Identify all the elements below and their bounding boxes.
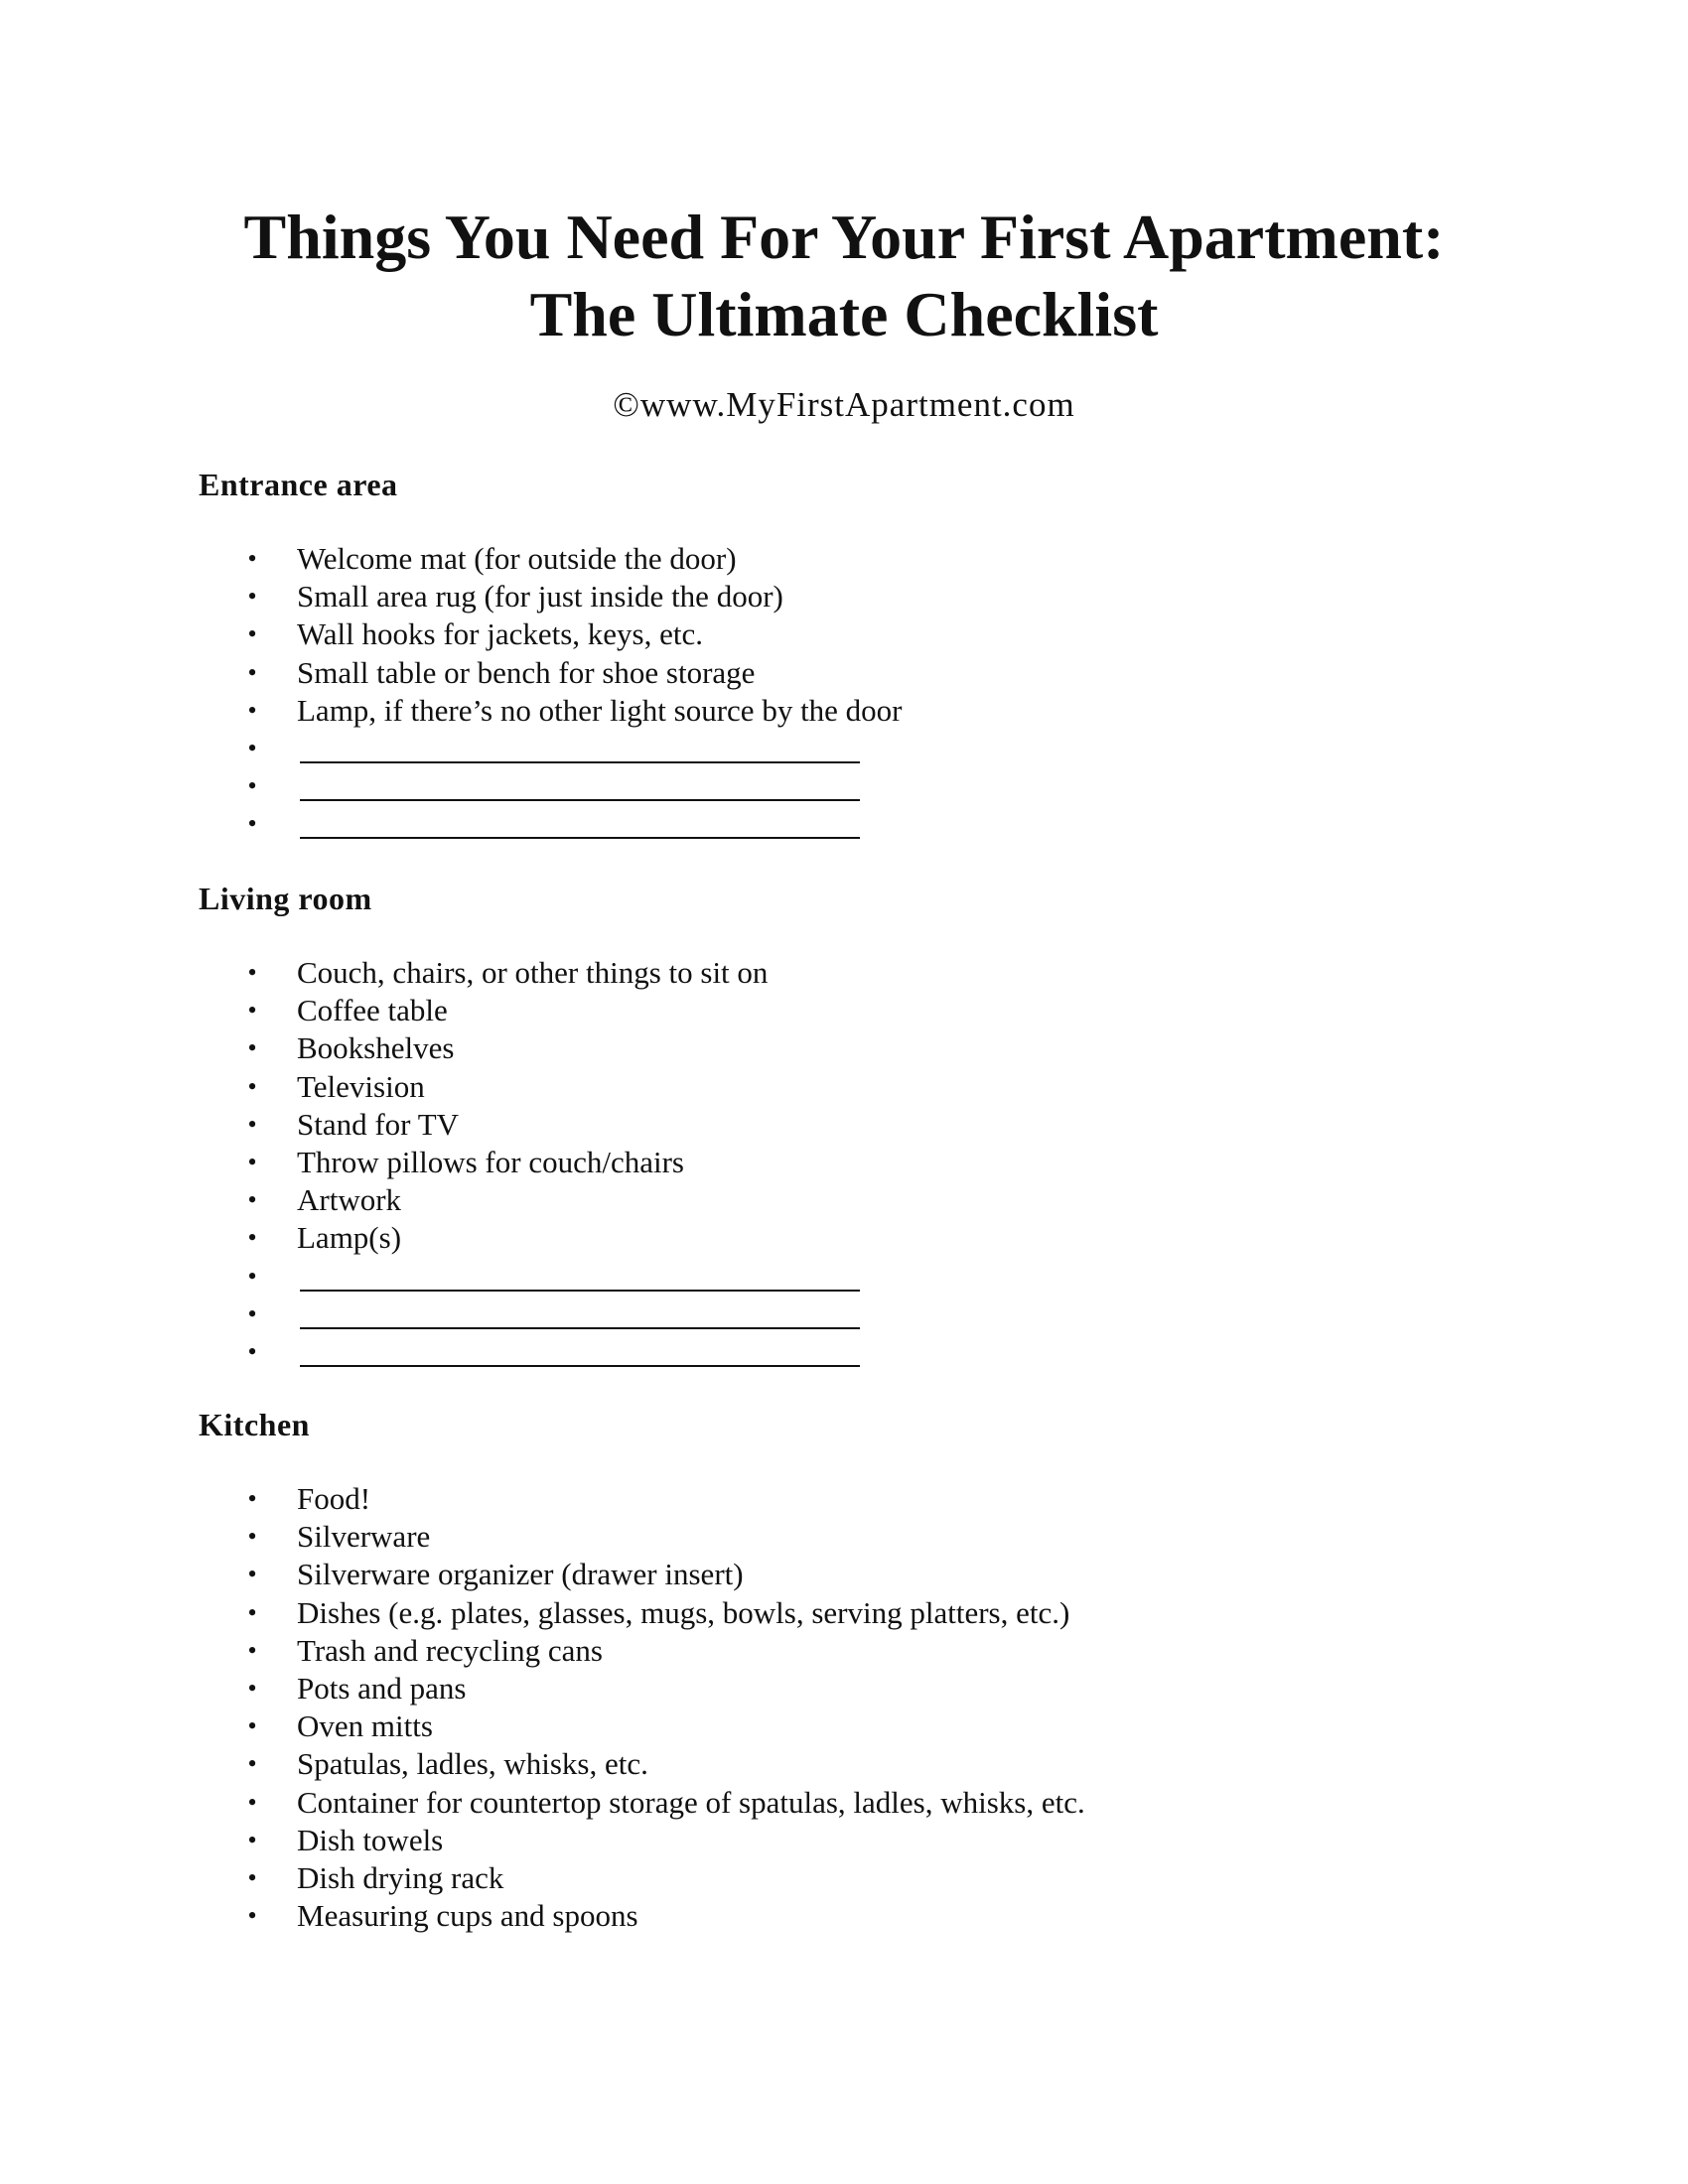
checklist-item-text: Couch, chairs, or other things to sit on xyxy=(297,955,769,990)
checklist-item-text: Measuring cups and spoons xyxy=(297,1898,638,1934)
checklist-item-text: Lamp, if there’s no other light source by the door xyxy=(297,692,903,728)
bullet-icon: • xyxy=(247,1862,257,1892)
checklist-item-text: Food! xyxy=(297,1481,371,1516)
checklist-item-text: Artwork xyxy=(297,1182,402,1218)
checklist-item-text: Oven mitts xyxy=(297,1708,433,1744)
bullet-icon: • xyxy=(247,1711,257,1741)
blank-write-in-line xyxy=(300,799,860,801)
checklist-item-text: Container for countertop storage of spatulas, ladles, whisks, etc. xyxy=(297,1784,1085,1820)
checklist-item-text: Welcome mat (for outside the door) xyxy=(297,541,737,576)
bullet-icon: • xyxy=(247,1298,257,1328)
section-heading: Kitchen xyxy=(199,1407,310,1442)
bullet-icon: • xyxy=(247,1673,257,1703)
page-title xyxy=(0,199,1688,353)
bullet-icon: • xyxy=(247,1109,257,1139)
checklist-item-text: Small table or bench for shoe storage xyxy=(297,654,756,690)
bullet-icon: • xyxy=(247,1484,257,1513)
bullet-icon: • xyxy=(247,771,257,801)
blank-write-in-line xyxy=(300,1365,860,1367)
copyright-notice: ©www.MyFirstApartment.com xyxy=(613,385,1075,424)
bullet-icon: • xyxy=(247,544,257,573)
checklist-item-text: Silverware xyxy=(297,1519,431,1555)
bullet-icon: • xyxy=(247,1336,257,1366)
bullet-icon: • xyxy=(247,1147,257,1176)
checklist-item-text: Throw pillows for couch/chairs xyxy=(297,1144,684,1179)
checklist-item-text: Stand for TV xyxy=(297,1106,460,1142)
checklist-item-text: Trash and recycling cans xyxy=(297,1632,603,1668)
checklist-item-text: Pots and pans xyxy=(297,1670,467,1706)
bullet-icon: • xyxy=(247,582,257,612)
blank-write-in-line xyxy=(300,1327,860,1329)
checklist-item-text: Spatulas, ladles, whisks, etc. xyxy=(297,1746,648,1782)
bullet-icon: • xyxy=(247,1522,257,1552)
bullet-icon: • xyxy=(247,809,257,839)
bullet-icon: • xyxy=(247,958,257,987)
checklist-item-text: Wall hooks for jackets, keys, etc. xyxy=(297,616,703,652)
bullet-icon: • xyxy=(247,1787,257,1817)
bullet-icon: • xyxy=(247,1560,257,1589)
blank-write-in-line xyxy=(300,761,860,763)
bullet-icon: • xyxy=(247,1825,257,1854)
bullet-icon: • xyxy=(247,1261,257,1291)
bullet-icon: • xyxy=(247,1749,257,1779)
checklist-item-text: Dishes (e.g. plates, glasses, mugs, bowls, serving platters, etc.) xyxy=(297,1594,1070,1630)
bullet-icon: • xyxy=(247,1185,257,1215)
title-line-1: Things You Need For Your First Apartment: xyxy=(243,202,1445,272)
bullet-icon: • xyxy=(247,733,257,762)
checklist-item-text: Dish drying rack xyxy=(297,1859,504,1895)
checklist-item-text: Silverware organizer (drawer insert) xyxy=(297,1557,744,1592)
bullet-icon: • xyxy=(247,1635,257,1665)
blank-write-in-line xyxy=(300,1290,860,1292)
checklist-item-text: Television xyxy=(297,1068,425,1104)
checklist-item-text: Coffee table xyxy=(297,993,448,1028)
bullet-icon: • xyxy=(247,619,257,649)
checklist-item-text: Lamp(s) xyxy=(297,1220,402,1256)
bullet-icon: • xyxy=(247,1071,257,1101)
title-line-2: The Ultimate Checklist xyxy=(529,279,1159,349)
bullet-icon: • xyxy=(247,996,257,1025)
bullet-icon: • xyxy=(247,1223,257,1253)
bullet-icon: • xyxy=(247,695,257,725)
blank-write-in-line xyxy=(300,837,860,839)
bullet-icon: • xyxy=(247,1597,257,1627)
bullet-icon: • xyxy=(247,1901,257,1931)
section-heading: Entrance area xyxy=(199,467,398,502)
checklist-item-text: Dish towels xyxy=(297,1822,444,1857)
section-heading: Living room xyxy=(199,881,372,916)
checklist-item-text: Small area rug (for just inside the door) xyxy=(297,579,783,614)
checklist-item-text: Bookshelves xyxy=(297,1030,455,1066)
bullet-icon: • xyxy=(247,1033,257,1063)
bullet-icon: • xyxy=(247,657,257,687)
